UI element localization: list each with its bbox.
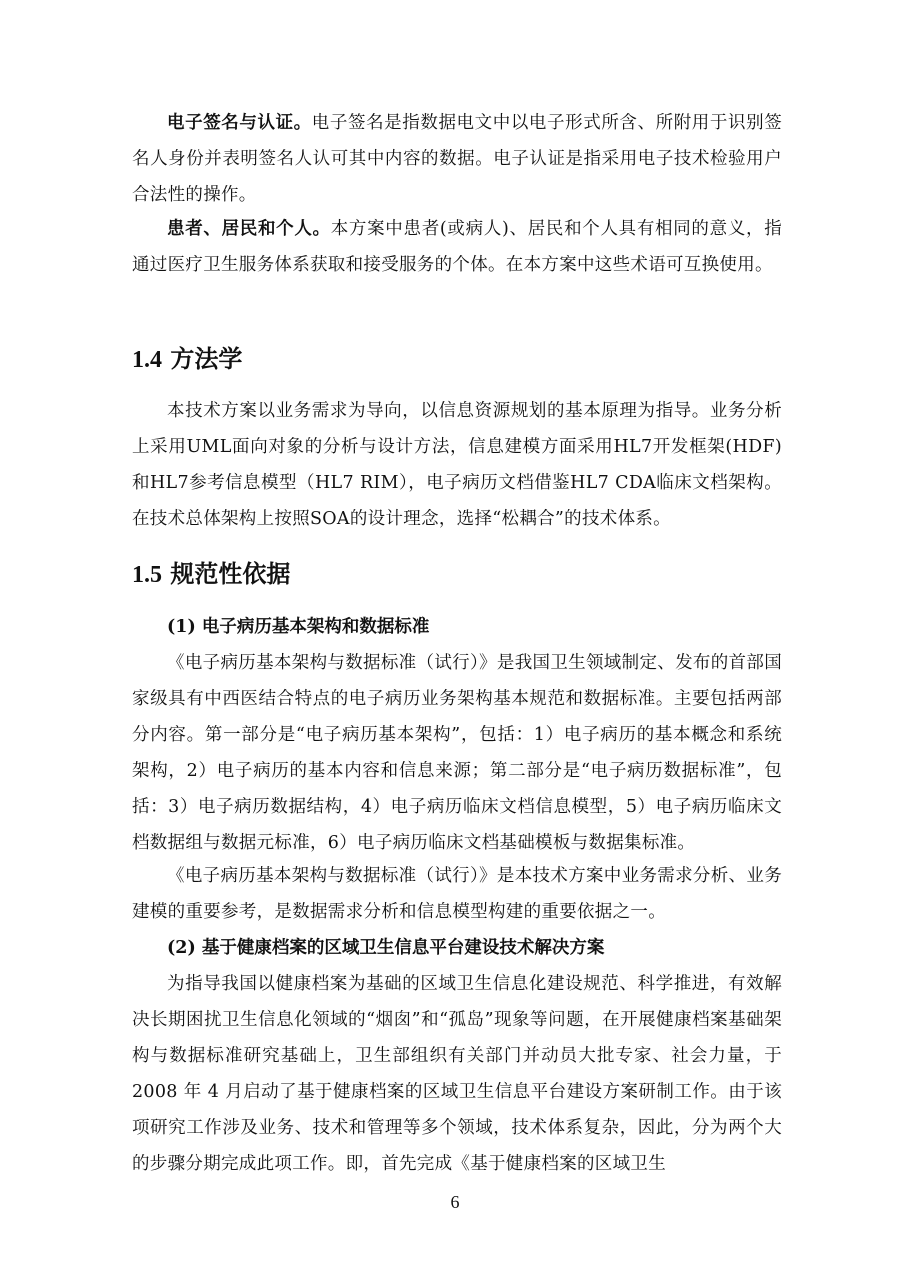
page-number: 6 [450, 1192, 460, 1212]
subheading-1: (1) 电子病历基本架构和数据标准 [167, 617, 430, 637]
esig-term: 电子签名与认证。 [167, 113, 312, 133]
heading-1-4-number: 1.4 [132, 347, 162, 373]
heading-1-5 [132, 557, 782, 592]
method-paragraph [132, 393, 782, 537]
sub2-paragraph-1: 为指导我国以健康档案为基础的区域卫生信息化建设规范、科学推进，有效解决长期困扰卫生信息化领域的“烟囱”和“孤岛”现象等问题，在开展健康档案基础架构与数据标准研究基础上，卫生部组织有关部门并动员大批专家、社会力量，于 2008 年 4 月启动了基于健康档案的区域卫生信息平台建设方案研制工作。由于该项研究工作涉及业务、技术和管理等多个领域，技术体系复杂，因此，分为两个大的步骤分期完成此项工作。即，首先完成《基于健康档案的区域卫生 [132, 974, 782, 1174]
patient-paragraph [132, 211, 782, 283]
sub1-paragraph-1: 《电子病历基本架构与数据标准（试行）》是我国卫生领域制定、发布的首部国家级具有中西医结合特点的电子病历业务架构基本规范和数据标准。主要包括两部分内容。第一部分是“电子病历基本架构”，包括：1）电子病历的基本概念和系统架构，2）电子病历的基本内容和信息来源；第二部分是“电子病历数据标准”，包括：3）电子病历数据结构，4）电子病历临床文档信息模型，5）电子病历临床文档数据组与数据元标准，6）电子病历临床文档基础模板与数据集标准。 [132, 653, 782, 853]
method-text: 本技术方案以业务需求为导向，以信息资源规划的基本原理为指导。业务分析上采用UML面向对象的分析与设计方法，信息建模方面采用HL7开发框架(HDF)和HL7参考信息模型（HL7 RIM），电子病历文档借鉴HL7 CDA临床文档架构。在技术总体架构上按照SOA的设计理念，选择“松耦合”的技术体系。 [132, 401, 782, 529]
patient-term: 患者、居民和个人。 [167, 219, 331, 239]
sub1-paragraph-2: 《电子病历基本架构与数据标准（试行）》是本技术方案中业务需求分析、业务建模的重要参考，是数据需求分析和信息模型构建的重要依据之一。 [132, 866, 782, 922]
heading-1-5-number: 1.5 [132, 562, 162, 588]
esig-text: 电子签名是指数据电文中以电子形式所含、所附用于识别签名人身份并表明签名人认可其中内容的数据。电子认证是指采用电子技术检验用户合法性的操作。 [132, 113, 782, 205]
heading-1-5-title: 规范性依据 [170, 559, 291, 588]
heading-1-4-title: 方法学 [170, 344, 243, 373]
subheading-2: (2) 基于健康档案的区域卫生信息平台建设技术解决方案 [167, 938, 605, 958]
patient-text: 本方案中患者(或病人)、居民和个人具有相同的意义，指通过医疗卫生服务体系获取和接受服务的个体。在本方案中这些术语可互换使用。 [132, 219, 782, 275]
heading-1-4 [132, 342, 782, 377]
esig-paragraph [132, 105, 782, 213]
